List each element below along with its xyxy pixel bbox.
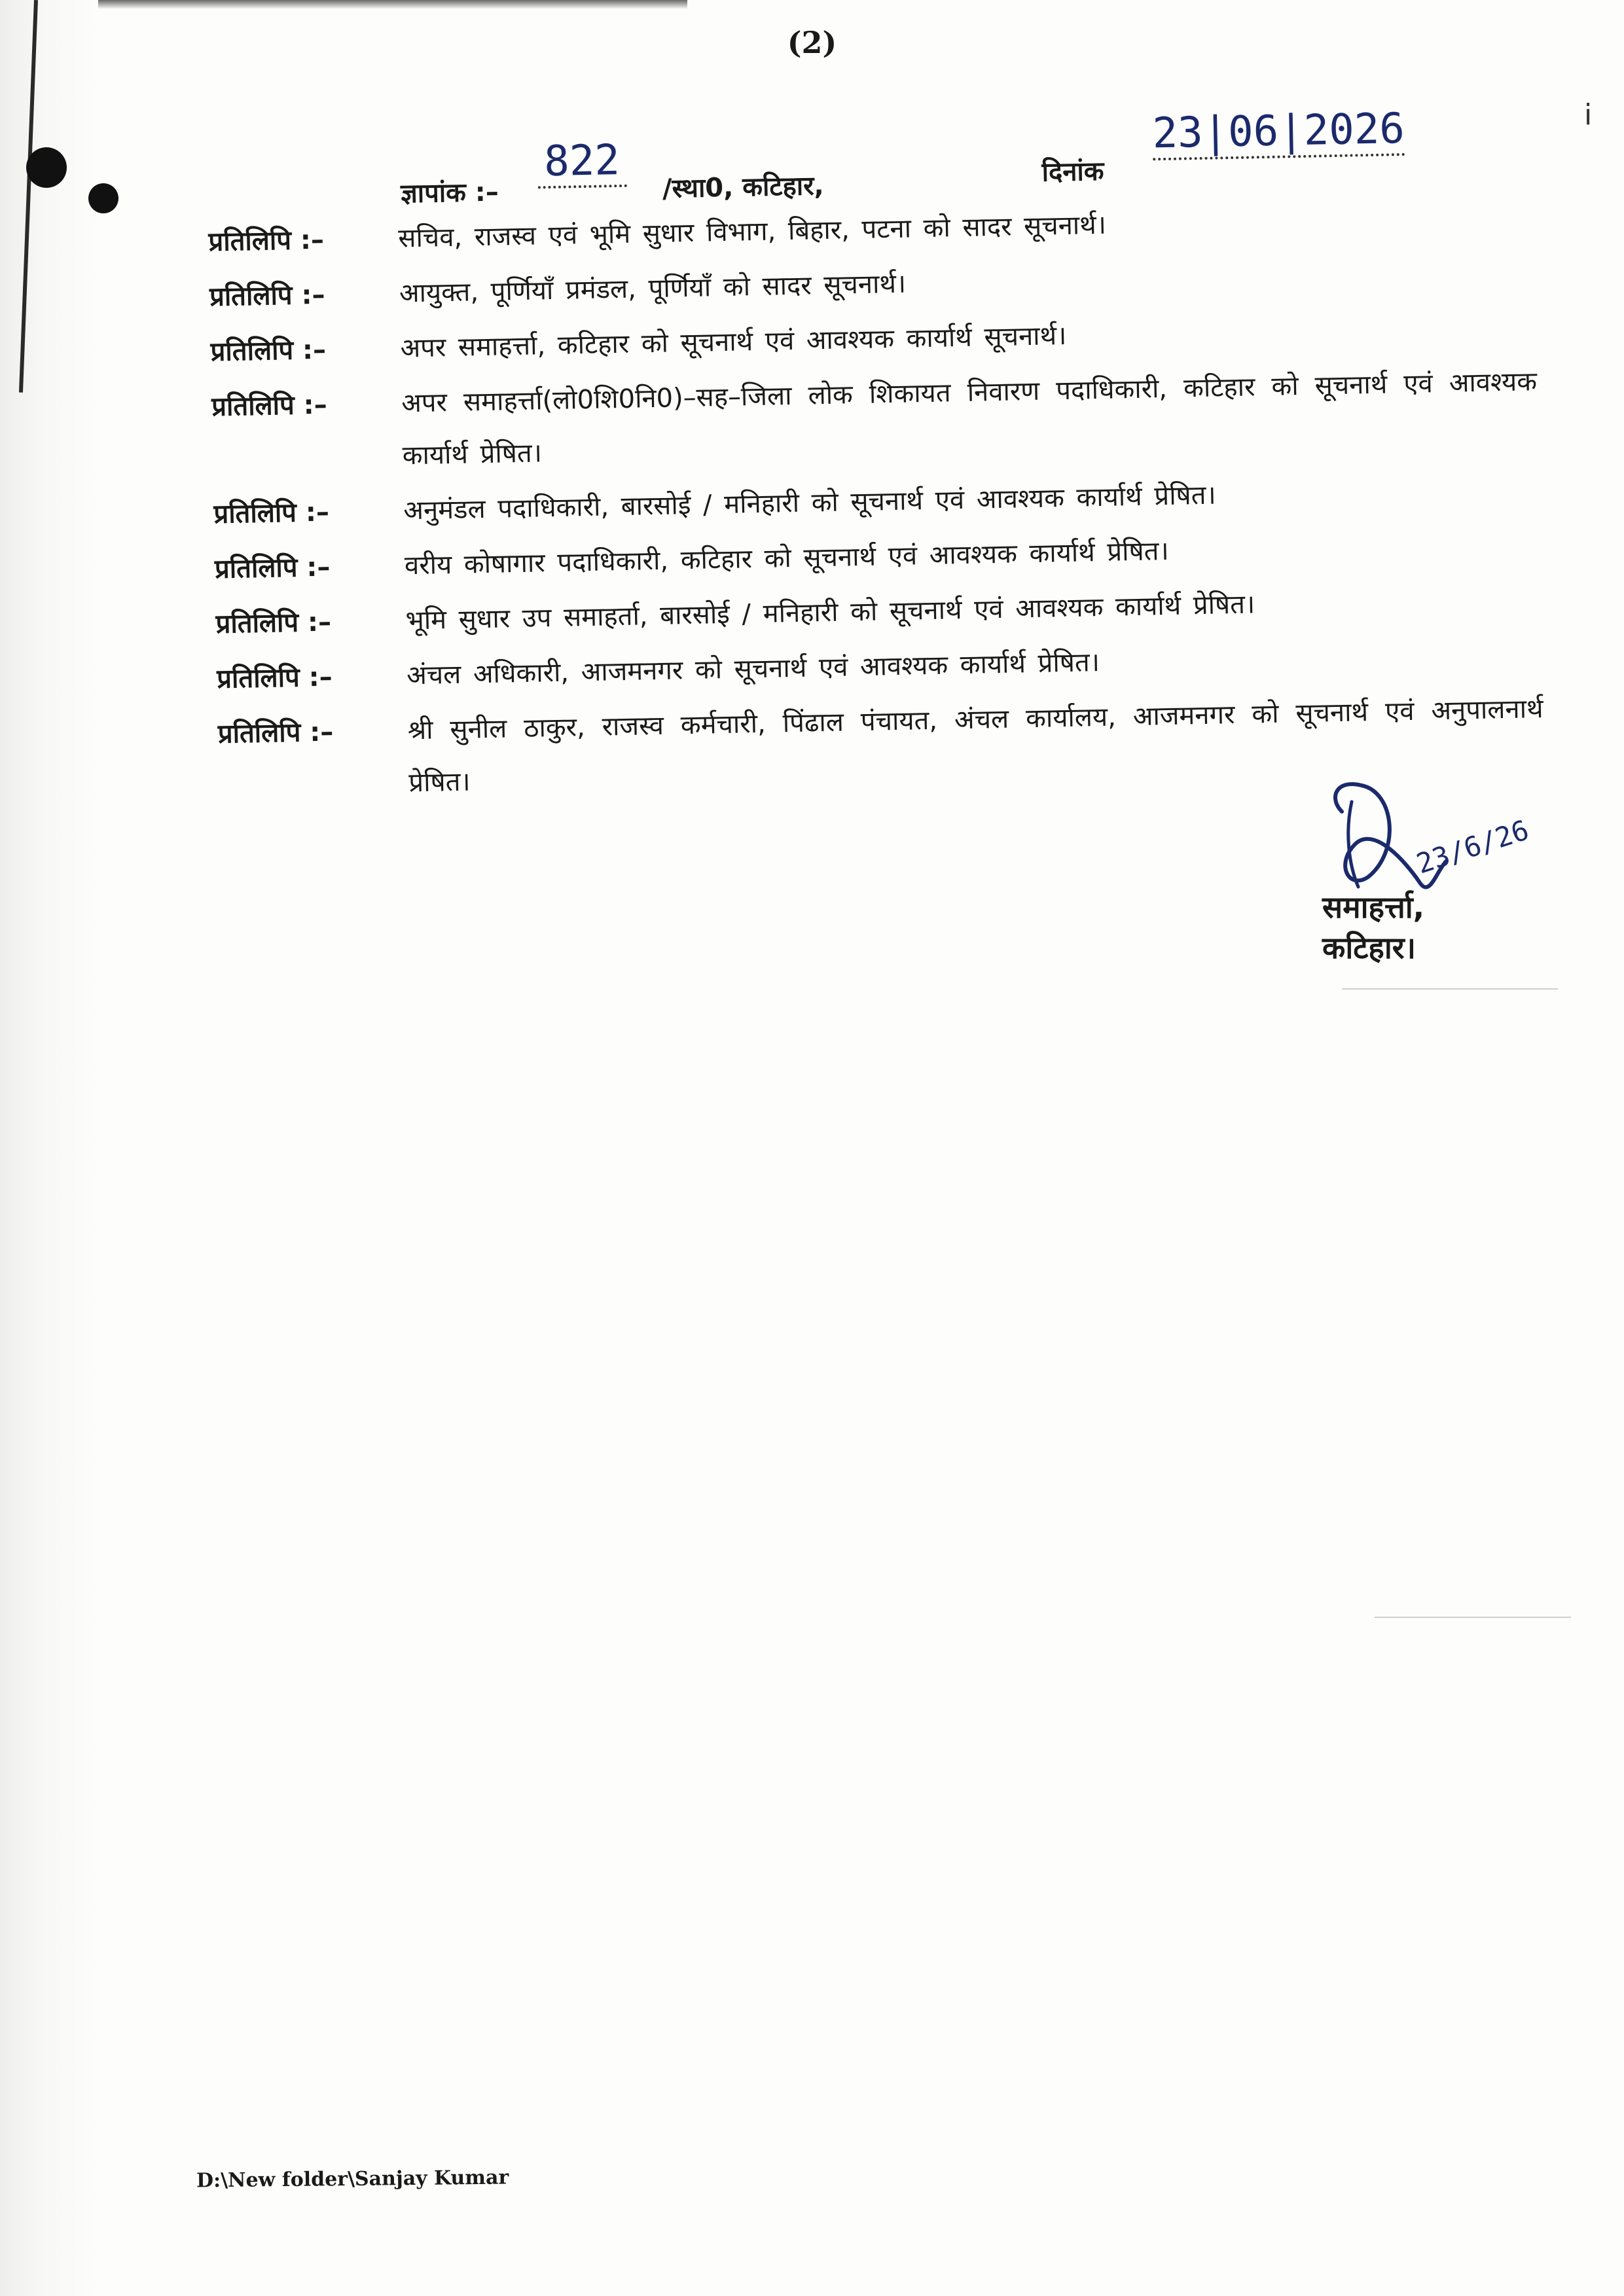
reference-office: /स्था0, कटिहार,: [662, 171, 825, 204]
copy-label: प्रतिलिपि :–: [215, 607, 332, 639]
page-number: (2): [787, 25, 837, 60]
reference-number-handwritten: 822: [537, 136, 626, 189]
copy-label: प्रतिलिपि :–: [208, 224, 325, 258]
copy-recipient-text: आयुक्त, पूर्णियाँ प्रमंडल, पूर्णियाँ को सादर सूचनार्थ।: [399, 268, 907, 309]
signature-block: [1322, 772, 1584, 982]
reference-label: ज्ञापांक :–: [400, 177, 499, 209]
copy-recipient-text: वरीय कोषागार पदाधिकारी, कटिहार को सूचनार्थ एवं आवश्यक कार्यार्थ प्रेषित।: [404, 535, 1170, 581]
copy-recipient-text: अंचल अधिकारी, आजमनगर को सूचनार्थ एवं आवश्यक कार्यार्थ प्रेषित।: [406, 647, 1100, 691]
copy-label: प्रतिलिपि :–: [214, 552, 331, 584]
place-line: कटिहार।: [1322, 930, 1416, 965]
punch-hole-mark: [26, 147, 67, 188]
copy-recipient-text: श्री सुनील ठाकुर, राजस्व कर्मचारी, पिंढाल पंचायत, अंचल कार्यालय, आजमनगर को सूचनार्थ एवं अनुपालनार्थ प्रेषित।: [407, 694, 1543, 798]
copy-label: प्रतिलिपि :–: [216, 662, 333, 694]
memo-body: [209, 99, 1545, 816]
copy-label: प्रतिलिपि :–: [217, 717, 334, 749]
scan-artifact-line: [1342, 988, 1558, 990]
scan-artifact-line: [1375, 1617, 1571, 1618]
designation-line: समाहर्त्ता,: [1322, 889, 1425, 925]
punch-hole-mark: [88, 183, 118, 213]
copy-to-list: [208, 190, 1545, 813]
copy-recipient-text: अनुमंडल पदाधिकारी, बारसोई / मनिहारी को सूचनार्थ एवं आवश्यक कार्यार्थ प्रेषित।: [403, 480, 1217, 526]
date-handwritten: 23|06|2026: [1152, 105, 1405, 160]
signature-date-handwritten: 23/6/26: [1412, 814, 1533, 880]
scan-edge-shadow: [0, 0, 98, 2296]
margin-tick-mark: ⅰ: [1584, 98, 1593, 132]
copy-recipient-text: अपर समाहर्त्ता, कटिहार को सूचनार्थ एवं आवश्यक कार्यार्थ सूचनार्थ।: [400, 320, 1067, 364]
copy-label: प्रतिलिपि :–: [211, 389, 328, 423]
copy-recipient-text: सचिव, राजस्व एवं भूमि सुधार विभाग, बिहार, पटना को सादर सूचनार्थ।: [397, 209, 1107, 254]
copy-recipient-text: अपर समाहर्त्ता(लो0शि0नि0)–सह–जिला लोक शिकायत निवारण पदाधिकारी, कटिहार को सूचनार्थ एवं आवश्यक कार्यार्थ प्रेषित।: [401, 367, 1538, 471]
date-label: दिनांक: [1041, 156, 1104, 188]
signatory-designation: [1322, 887, 1424, 968]
copy-label: प्रतिलिपि :–: [213, 497, 330, 529]
copy-label: प्रतिलिपि :–: [209, 279, 325, 313]
copy-recipient-text: भूमि सुधार उप समाहर्ता, बारसोई / मनिहारी को सूचनार्थ एवं आवश्यक कार्यार्थ प्रेषित।: [405, 589, 1255, 636]
scan-top-shadow: [98, 0, 687, 9]
footer-file-path: D:\New folder\Sanjay Kumar: [196, 2166, 509, 2193]
copy-label: प्रतिलिपि :–: [210, 334, 327, 368]
